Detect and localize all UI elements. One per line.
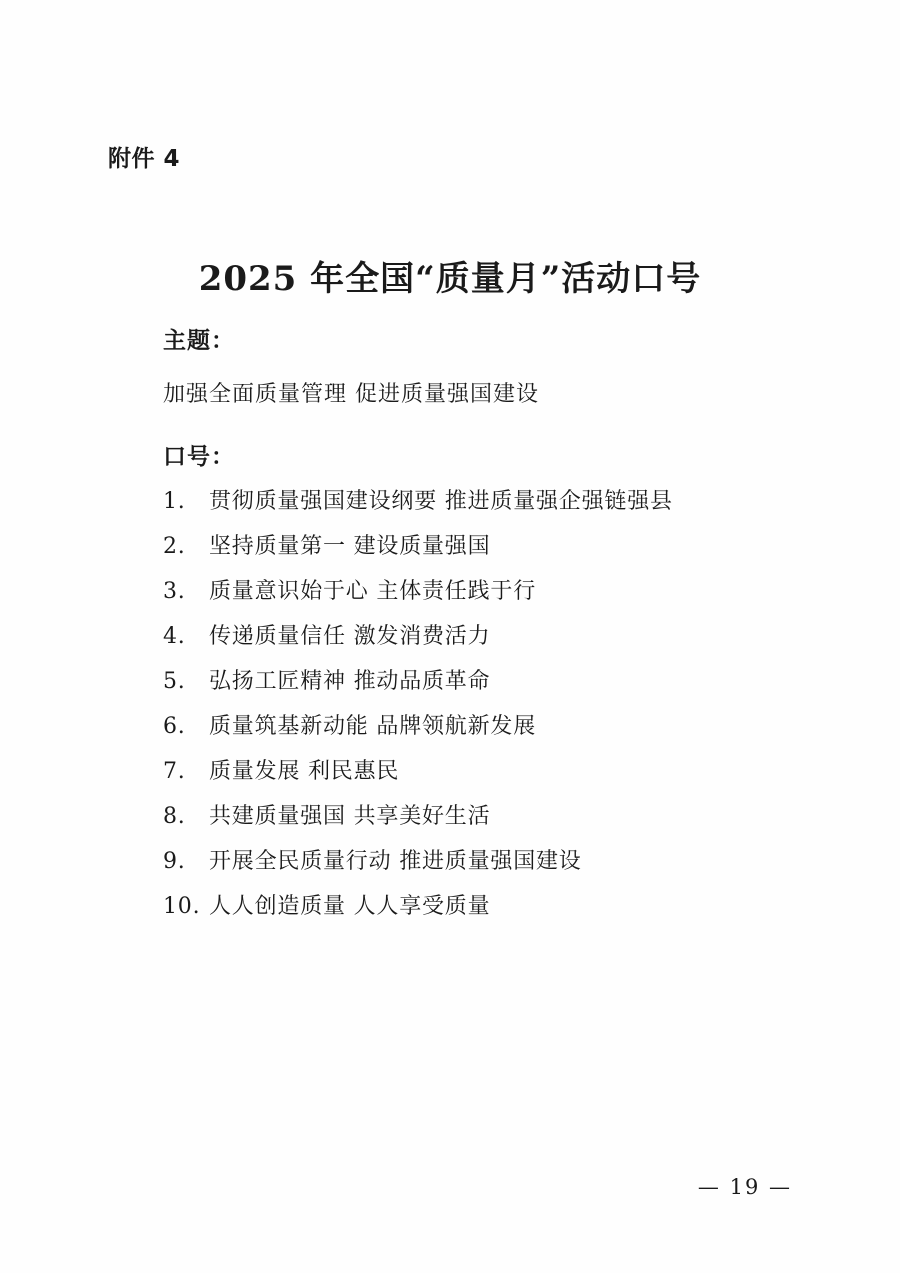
list-item-number: 10.	[163, 894, 201, 919]
list-item-text: 传递质量信任 激发消费活力	[209, 624, 491, 649]
list-item-text: 共建质量强国 共享美好生活	[209, 804, 491, 829]
document-body	[163, 322, 783, 941]
list-item-number: 1.	[163, 489, 186, 514]
list-item-text: 开展全民质量行动 推进质量强国建设	[209, 849, 582, 874]
list-item-number: 8.	[163, 804, 186, 829]
list-item-text: 质量筑基新动能 品牌领航新发展	[209, 714, 536, 739]
list-item	[163, 851, 783, 873]
list-item-text: 坚持质量第一 建设质量强国	[209, 534, 491, 559]
theme-text: 加强全面质量管理 促进质量强国建设	[163, 382, 539, 407]
list-item-number: 7.	[163, 759, 186, 784]
list-item-text: 质量发展 利民惠民	[209, 759, 400, 784]
list-item-text: 贯彻质量强国建设纲要 推进质量强企强链强县	[209, 489, 673, 514]
list-item-number: 9.	[163, 849, 186, 874]
list-item-text: 质量意识始于心 主体责任践于行	[209, 579, 536, 604]
list-item	[163, 536, 783, 558]
theme-heading: 主题：	[163, 328, 235, 354]
page-title: 2025 年全国“质量月”活动口号	[198, 258, 702, 299]
list-item	[163, 581, 783, 603]
list-item	[163, 626, 783, 648]
list-item-number: 5.	[163, 669, 186, 694]
list-item-text: 人人创造质量 人人享受质量	[209, 894, 491, 919]
slogan-heading: 口号：	[163, 444, 235, 470]
list-item	[163, 671, 783, 693]
page-number: — 19 —	[697, 1175, 792, 1199]
list-item-number: 4.	[163, 624, 186, 649]
list-item	[163, 716, 783, 738]
list-item-number: 2.	[163, 534, 186, 559]
list-item-number: 3.	[163, 579, 186, 604]
attachment-label: 附件 4	[108, 146, 181, 172]
list-item	[163, 761, 783, 783]
list-item-number: 6.	[163, 714, 186, 739]
list-item-text: 弘扬工匠精神 推动品质革命	[209, 669, 491, 694]
list-item	[163, 806, 783, 828]
list-item	[163, 491, 783, 513]
slogan-list	[163, 491, 783, 918]
list-item	[163, 896, 783, 918]
